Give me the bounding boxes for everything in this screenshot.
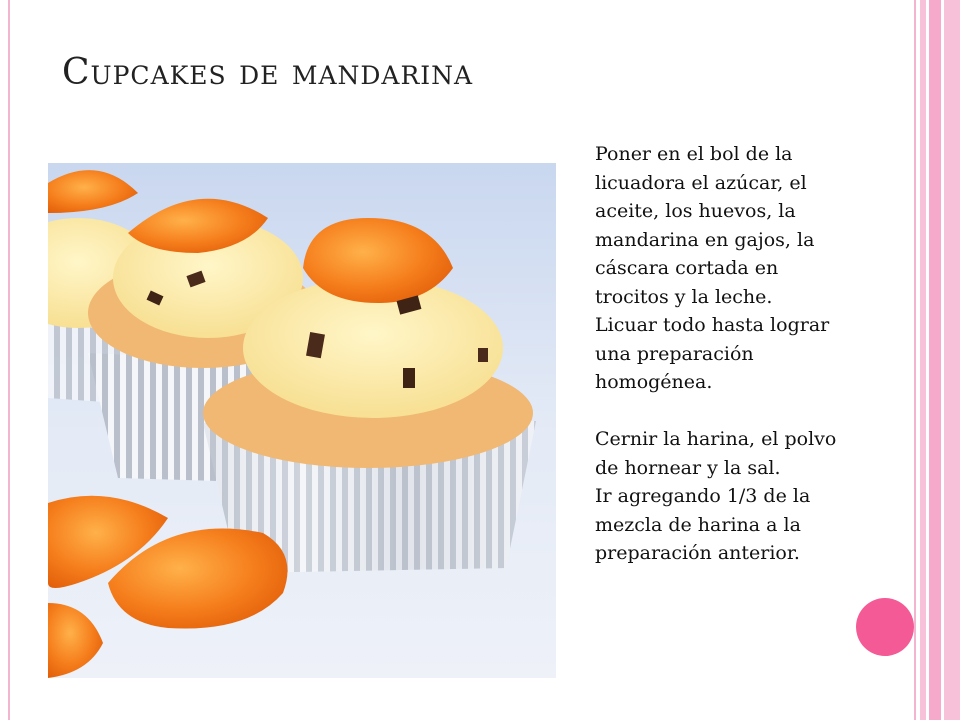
instruction-paragraph: Cernir la harina, el polvo de hornear y la sal. xyxy=(595,428,837,479)
decorative-pink-circle xyxy=(856,598,914,656)
instruction-paragraph: Ir agregando 1/3 de la mezcla de harina a la preparación anterior. xyxy=(595,485,811,564)
instruction-paragraph: Licuar todo hasta lograr una preparación homogénea. xyxy=(595,314,830,393)
slide-title: Cupcakes de mandarina xyxy=(62,52,474,93)
decorative-stripes xyxy=(920,0,960,720)
recipe-instructions xyxy=(595,140,845,568)
instruction-paragraph: Poner en el bol de la licuadora el azúcar, el aceite, los huevos, la mandarina en gajos, la cáscara cortada en trocitos y la leche. xyxy=(595,143,815,308)
cupcake-photo xyxy=(48,163,556,678)
